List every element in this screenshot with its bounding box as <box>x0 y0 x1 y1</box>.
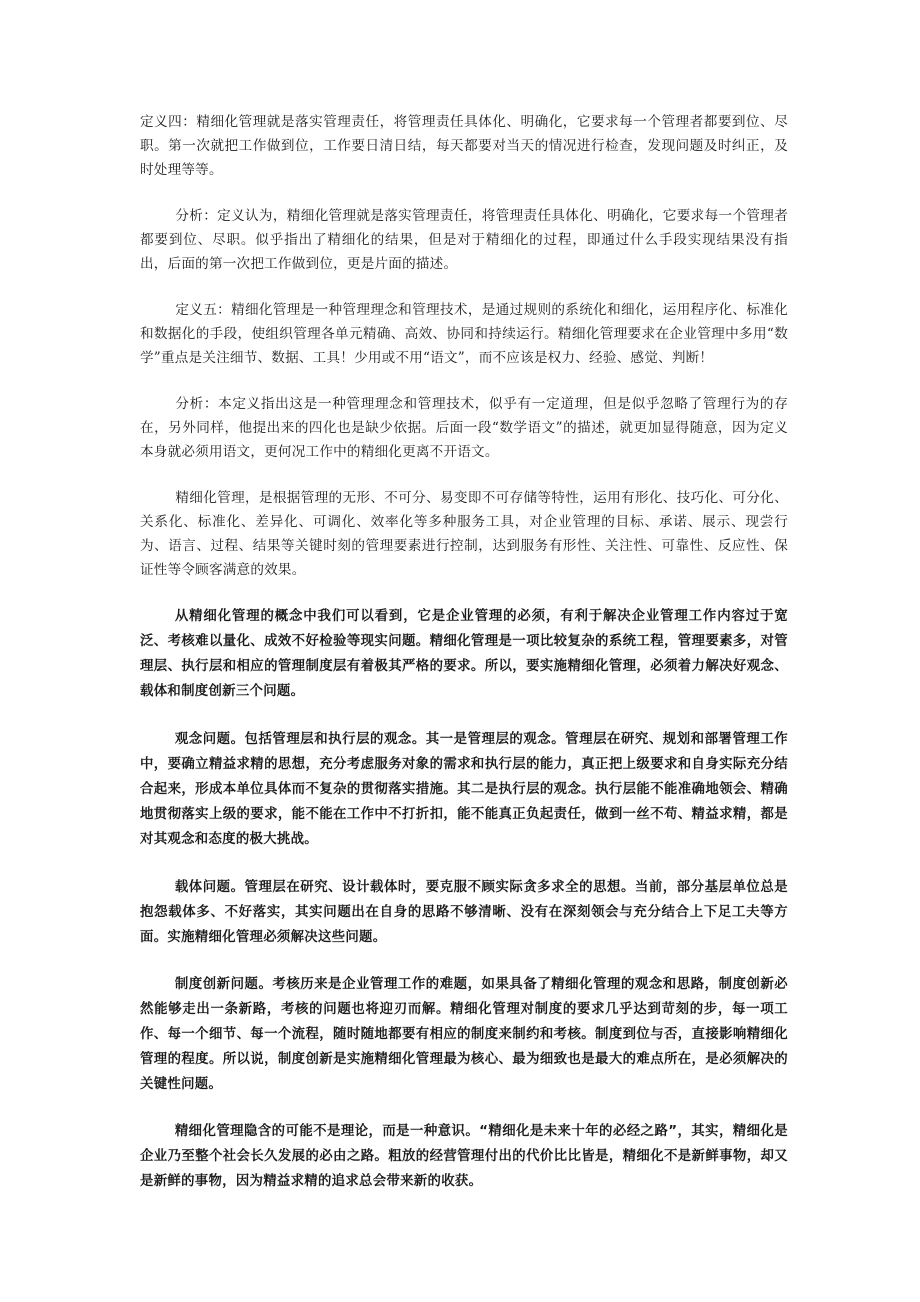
paragraph-definition-five: 定义五：精细化管理是一种管理理念和管理技术，是通过规则的系统化和细化，运用程序化、标准化和数据化的手段，使组织管理各单元精确、高效、协同和持续运行。精细化管理要求在企业管理中多用“数学”重点是关注细节、数据、工具！少用或不用“语文”，而不应该是权力、经验、感觉、判断！ <box>140 302 788 366</box>
paragraph-conclusion: 精细化管理隐含的可能不是理论，而是一种意识。“精细化是未来十年的必经之路”，其实，精细化是企业乃至整个社会长久发展的必由之路。粗放的经营管理付出的代价比比皆是，精细化不是新鲜事物，却又是新鲜的事物，因为精益求精的追求总会带来新的收获。 <box>140 1124 788 1189</box>
paragraph-concept-summary: 从精细化管理的概念中我们可以看到，它是企业管理的必须，有利于解决企业管理工作内容过于宽泛、考核难以量化、成效不好检验等现实问题。精细化管理是一项比较复杂的系统工程，管理要素多，对管理层、执行层和相应的管理制度层有着极其严格的要求。所以，要实施精细化管理，必须着力解决好观念、载体和制度创新三个问题。 <box>140 609 788 699</box>
paragraph-refined-management: 精细化管理，是根据管理的无形、不可分、易变即不可存储等特性，运用有形化、技巧化、可分化、关系化、标准化、差异化、可调化、效率化等多种服务工具，对企业管理的目标、承诺、展示、现尝行为、语言、过程、结果等关键时刻的管理要素进行控制，达到服务有形性、关注性、可靠性、反应性、保证性等令顾客满意的效果。 <box>140 490 788 578</box>
paragraph-concept-problem: 观念问题。包括管理层和执行层的观念。其一是管理层的观念。管理层在研究、规划和部署管理工作中，要确立精益求精的思想，充分考虑服务对象的需求和执行层的能力，真正把上级要求和自身实际充分结合起来，形成本单位具体而不复杂的贯彻落实措施。其二是执行层的观念。执行层能不能准确地领会、精确地贯彻落实上级的要求，能不能在工作中不打折扣，能不能真正负起责任，做到一丝不苟、精益求精，都是对其观念和态度的极大挑战。 <box>140 732 788 847</box>
paragraph-carrier-problem: 载体问题。管理层在研究、设计载体时，要克服不顾实际贪多求全的思想。当前，部分基层单位总是抱怨载体多、不好落实，其实问题出在自身的思路不够清晰、没有在深刻领会与充分结合上下足工夫等方面。实施精细化管理必须解决这些问题。 <box>140 880 788 945</box>
document-page <box>140 110 788 1194</box>
paragraph-analysis-four: 分析：定义认为，精细化管理就是落实管理责任，将管理责任具体化、明确化，它要求每一个管理者都要到位、尽职。似乎指出了精细化的结果，但是对于精细化的过程，即通过什么手段实现结果没有指出，后面的第一次把工作做到位，更是片面的描述。 <box>140 208 788 272</box>
paragraph-system-innovation: 制度创新问题。考核历来是企业管理工作的难题，如果具备了精细化管理的观念和思路，制度创新必然能够走出一条新路，考核的问题也将迎刃而解。精细化管理对制度的要求几乎达到苛刻的步，每一项工作、每一个细节、每一个流程，随时随地都要有相应的制度来制约和考核。制度到位与否，直接影响精细化管理的程度。所以说，制度创新是实施精细化管理最为核心、最为细致也是最大的难点所在，是必须解决的关键性问题。 <box>140 977 788 1092</box>
paragraph-definition-four: 定义四：精细化管理就是落实管理责任，将管理责任具体化、明确化，它要求每一个管理者都要到位、尽职。第一次就把工作做到位，工作要日清日结，每天都要对当天的情况进行检查，发现问题及时纠正，及时处理等等。 <box>140 114 788 178</box>
paragraph-analysis-five: 分析：本定义指出这是一种管理理念和管理技术，似乎有一定道理，但是似乎忽略了管理行为的存在，另外同样，他提出来的四化也是缺少依据。后面一段“数学语文”的描述，就更加显得随意，因为定义本身就必须用语文，更何况工作中的精细化更离不开语文。 <box>140 396 788 460</box>
